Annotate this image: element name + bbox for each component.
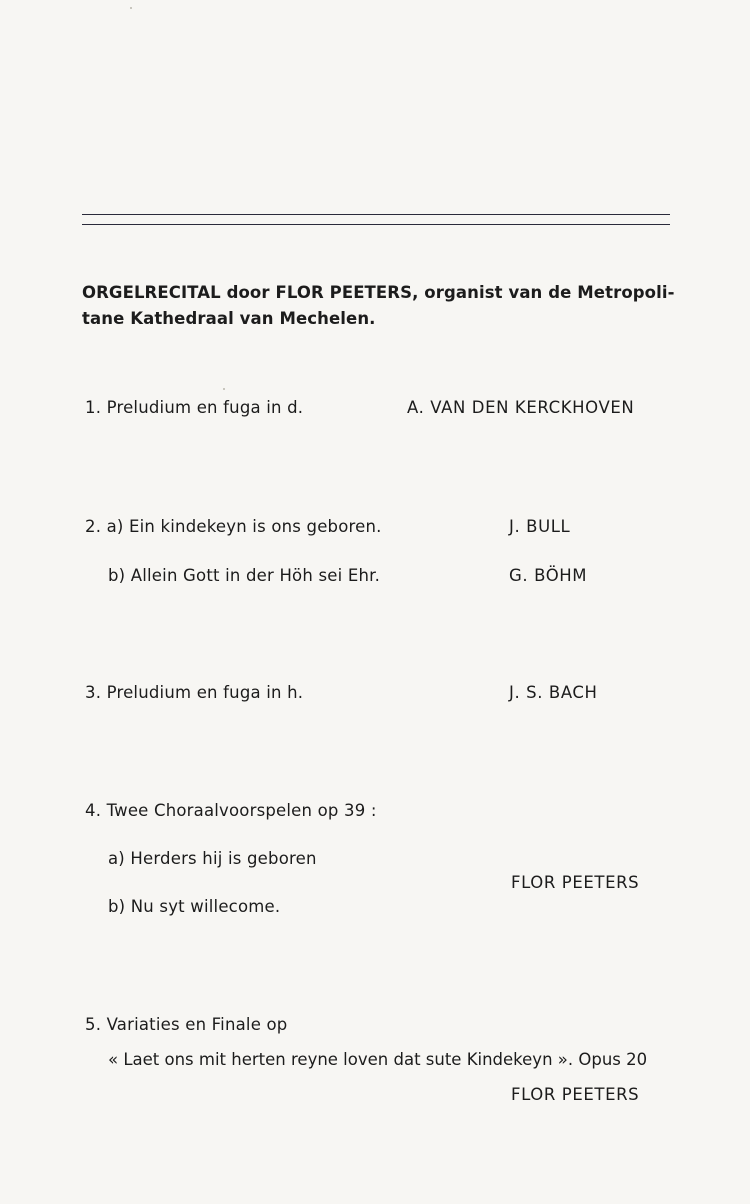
item-5-title: 5. Variaties en Finale op [85, 1015, 288, 1034]
item-5-composer: FLOR PEETERS [511, 1085, 640, 1104]
item-2b-title: b) Allein Gott in der Höh sei Ehr. [108, 566, 381, 585]
heading-line-1: ORGELRECITAL door FLOR PEETERS, organist van de Metropoli- [82, 283, 675, 302]
item-4-composer: FLOR PEETERS [511, 873, 640, 892]
item-3-title: 3. Preludium en fuga in h. [85, 683, 304, 702]
paper-speck [130, 7, 132, 9]
item-4-title: 4. Twee Choraalvoorspelen op 39 : [85, 801, 377, 820]
recital-heading [82, 280, 682, 332]
item-1-composer: A. VAN DEN KERCKHOVEN [407, 398, 635, 417]
item-1-title: 1. Preludium en fuga in d. [85, 398, 304, 417]
item-2a-composer: J. BULL [509, 517, 571, 536]
second-rule [82, 224, 670, 225]
top-rule [82, 214, 670, 215]
heading-line-2: tane Kathedraal van Mechelen. [82, 309, 376, 328]
item-4a-title: a) Herders hij is geboren [108, 849, 317, 868]
paper-speck [223, 388, 225, 390]
item-2b-composer: G. BÖHM [509, 566, 588, 585]
item-3-composer: J. S. BACH [509, 683, 598, 702]
item-4b-title: b) Nu syt willecome. [108, 897, 281, 916]
item-2a-title: 2. a) Ein kindekeyn is ons geboren. [85, 517, 382, 536]
item-5-subtitle: « Laet ons mit herten reyne loven dat sute Kindekeyn ». Opus 20 [108, 1050, 648, 1069]
